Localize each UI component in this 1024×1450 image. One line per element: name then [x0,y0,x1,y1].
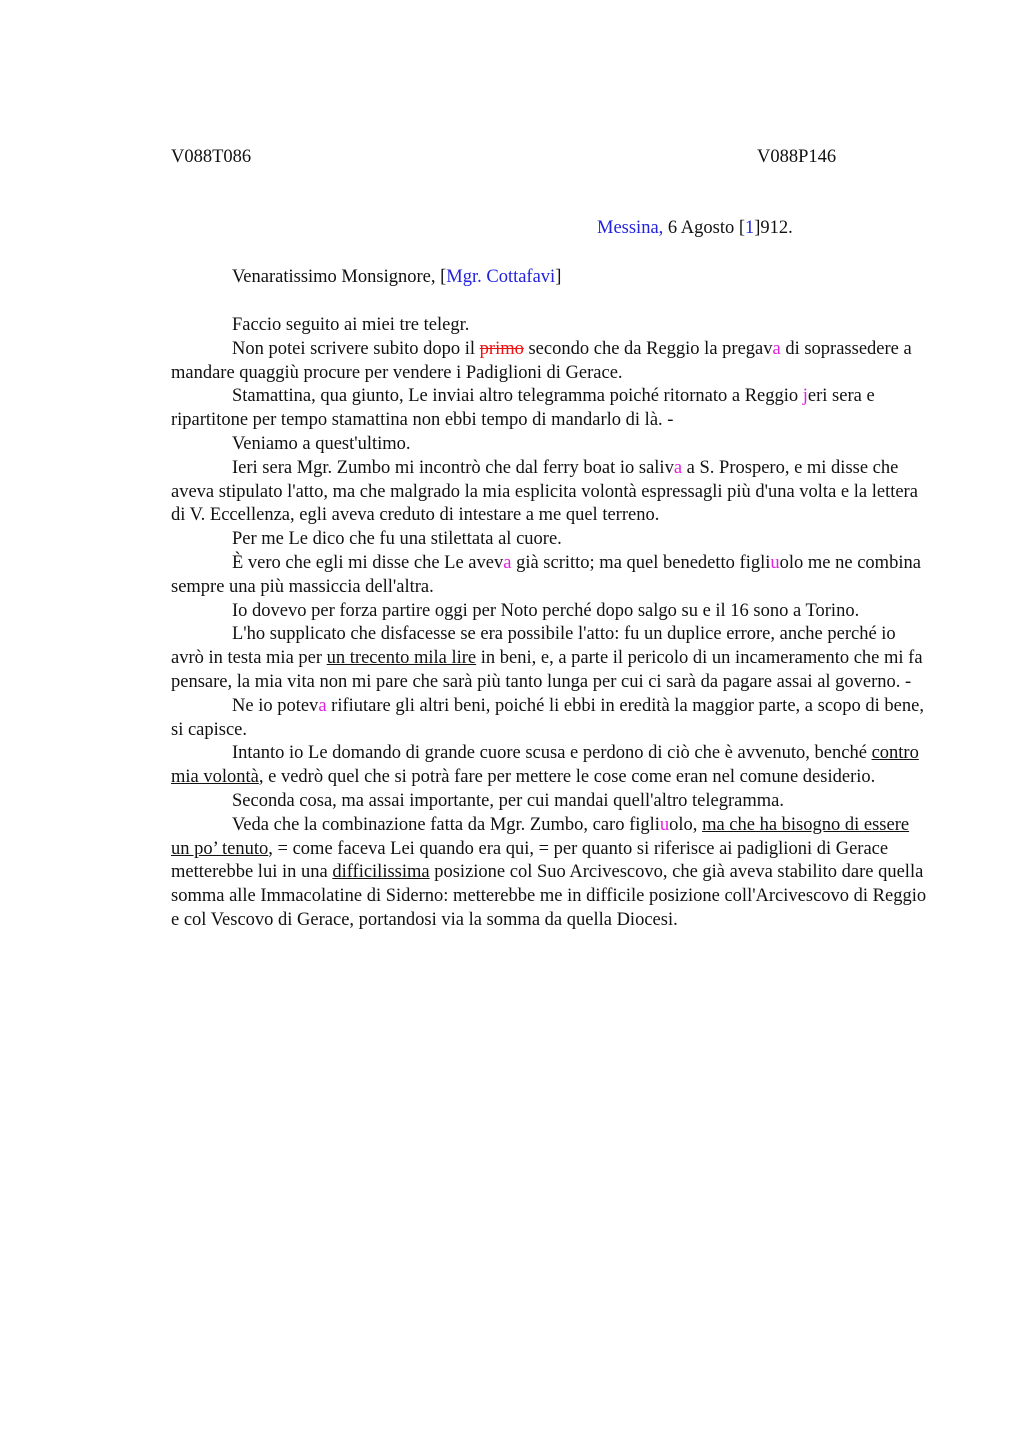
document-ref-left: V088T086 [171,147,252,167]
salutation-close: ] [555,267,562,287]
dateline-date-part: ]912. [754,218,793,238]
paragraph-text: a S. Prospero, e mi disse che aveva stipulato l'atto, ma che malgrado la mia esplicita volontà espressagli più d'una volta e la lettera di V. Eccellenza, egli aveva creduto di intestare a me quel terreno. [171,457,918,526]
paragraph-text: , e vedrò quel che si potrà fare per mettere le cose come eran nel comune desiderio. [258,767,876,788]
paragraph-text: Ieri sera Mgr. Zumbo mi incontrò che dal ferry boat io saliv [232,457,674,478]
document-ref-right: V088P146 [757,147,837,167]
salutation-text: Venaratissimo Monsignore, [ [232,267,447,287]
editorial-correction: a [673,457,683,478]
underlined-text: un trecento mila lire [326,648,477,669]
paragraph-text: Per me Le dico che fu una stilettata al cuore. [232,529,562,550]
underlined-text: difficilissima [332,862,430,883]
letter-paragraph [171,790,931,814]
letter-paragraph [171,457,931,528]
dateline [597,218,793,239]
letter-paragraph [171,385,931,433]
paragraph-text: Stamattina, qua giunto, Le inviai altro telegramma poiché ritornato a Reggio [232,386,803,407]
dateline-date-editorial: 1 [745,218,755,238]
editorial-correction: u [770,552,780,573]
letter-body [171,314,931,933]
paragraph-text: Io dovevo per forza partire oggi per Noto perché dopo salgo su e il 16 sono a Torino. [232,600,860,621]
letter-paragraph [171,314,931,338]
paragraph-text: Intanto io Le domando di grande cuore scusa e perdono di ciò che è avvenuto, benché [232,743,872,764]
paragraph-text: secondo che da Reggio la pregav [523,338,773,359]
paragraph-text: Veniamo a quest'ultimo. [232,433,411,454]
editorial-correction: u [659,814,670,835]
letter-paragraph [171,695,931,743]
letter-paragraph [171,623,931,694]
underlined-text: contro mia volontà [171,743,919,788]
paragraph-text: rifiutare gli altri beni, poiché li ebbi in eredità la maggior parte, a scopo di bene, si capisce. [171,695,924,740]
underlined-text: ma che ha bisogno di essere un po’ tenuto [171,814,910,859]
paragraph-text: Seconda cosa, ma assai importante, per cui mandai quell'altro telegramma. [232,790,784,811]
paragraph-text: posizione col Suo Arcivescovo, che già aveva stabilito dare quella somma alle Immacolatine di Siderno: metterebbe me in difficile posizione coll'Arcivescovo di Reggio e col Vescovo di Gerace, portandosi via la somma da quella Diocesi. [171,862,927,930]
paragraph-text: , = come faceva Lei quando era qui, = per quanto si riferisce ai padiglioni di Gerace metterebbe lui in una [171,838,889,883]
paragraph-text: L'ho supplicato che disfacesse se era possibile l'atto: fu un duplice errore, anche perché io avrò in testa mia per [171,624,896,669]
letter-paragraph [171,528,931,552]
paragraph-text: Veda che la combinazione fatta da Mgr. Zumbo, caro figli [232,814,660,835]
editorial-correction: j [802,386,808,407]
letter-paragraph [171,338,931,386]
paragraph-text: olo me ne combina sempre una più massiccia dell'altra. [171,552,921,597]
paragraph-text: già scritto; ma quel benedetto figli [511,552,771,573]
paragraph-text: È vero che egli mi disse che Le avev [232,552,504,573]
deleted-text: primo [479,338,524,359]
editorial-correction: a [772,338,781,359]
editorial-correction: a [503,552,512,573]
letter-paragraph [171,814,931,933]
paragraph-text: olo, [669,814,703,835]
paragraph-text: Ne io potev [232,695,319,716]
letter-paragraph [171,742,931,790]
paragraph-text: in beni, e, a parte il pericolo di un incameramento che mi fa pensare, la mia vita non mi pare che sarà più tanto lunga per cui ci sarà da pagare assai al governo. - [171,648,923,692]
paragraph-text: Faccio seguito ai miei tre telegr. [232,315,470,335]
paragraph-text: eri sera e ripartitone per tempo stamattina non ebbi tempo di mandarlo di là. - [171,386,875,431]
salutation-recipient: Mgr. Cottafavi [446,267,556,287]
editorial-correction: a [318,695,327,716]
paragraph-text: di soprassedere a mandare quaggiù procure per vendere i Padiglioni di Gerace. [171,338,912,383]
paragraph-text: Non potei scrivere subito dopo il [232,338,480,359]
letter-paragraph [171,552,931,600]
dateline-date-part: 6 Agosto [ [663,218,746,238]
letter-paragraph [171,600,931,624]
salutation [232,267,561,288]
letter-paragraph [171,433,931,457]
dateline-place: Messina, [597,218,664,238]
